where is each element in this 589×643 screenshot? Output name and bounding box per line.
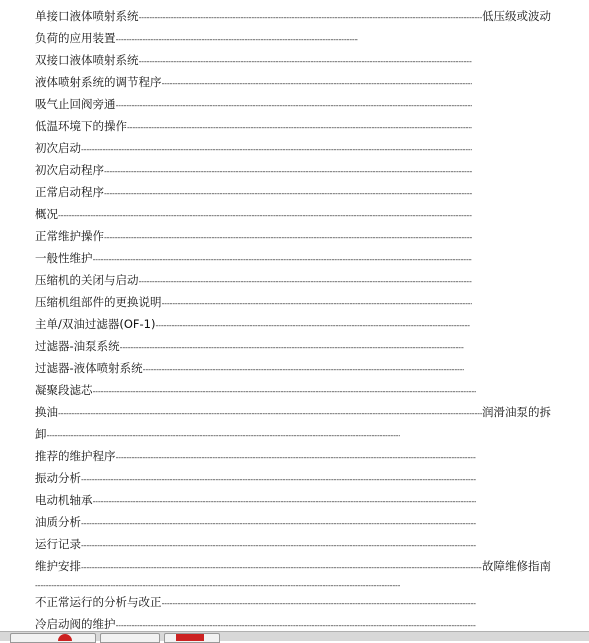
- dot-leader: [58, 206, 472, 224]
- toc-entry-title: 冷启动阀的维护: [35, 617, 116, 631]
- toc-entry-title: 正常维护操作: [35, 229, 104, 243]
- dot-leader: [104, 228, 472, 246]
- toc-entry: [35, 162, 472, 178]
- toc-entry-title: 概况: [35, 207, 58, 221]
- toc-entry-title: 吸气止回阀旁通: [35, 97, 116, 111]
- dot-leader: [143, 360, 464, 378]
- toc-entry-title: 运行记录: [35, 537, 81, 551]
- toc-entry-title: 双接口液体喷射系统: [35, 53, 139, 67]
- toc-entry: [35, 382, 476, 398]
- dot-leader: [162, 594, 477, 612]
- toc-entry-title: 电动机轴承: [35, 493, 93, 507]
- toc-entry-title: 负荷的应用装置: [35, 31, 116, 45]
- toc-entry: [35, 404, 551, 420]
- toc-entry: [35, 576, 400, 592]
- toc-entry-title: 压缩机的关闭与启动: [35, 273, 139, 287]
- toc-entry: [35, 338, 464, 354]
- toc-entry: [35, 30, 358, 46]
- dot-leader: [35, 576, 400, 594]
- taskbar-button[interactable]: [100, 633, 160, 643]
- toc-entry: [35, 514, 476, 530]
- toc-entry: [35, 492, 476, 508]
- toc-entry-title: 低温环境下的操作: [35, 119, 127, 133]
- dot-leader: [139, 272, 473, 290]
- dot-leader: [139, 52, 473, 70]
- toc-entry: [35, 118, 472, 134]
- dot-leader: [81, 536, 476, 554]
- toc-entry-title: 振动分析: [35, 471, 81, 485]
- toc-entry: [35, 74, 472, 90]
- dot-leader: [116, 448, 477, 466]
- toc-entry: [35, 470, 476, 486]
- dot-leader: [120, 338, 464, 356]
- toc-entry-title: 卸: [35, 427, 47, 441]
- toc-entry-title: 正常启动程序: [35, 185, 104, 199]
- dot-leader: [47, 426, 401, 444]
- toc-entry: [35, 594, 476, 610]
- dot-leader: [162, 294, 473, 312]
- toc-entry-tail: 故障维修指南: [482, 559, 551, 573]
- toc-entry: [35, 184, 472, 200]
- toc-entry: [35, 426, 400, 442]
- dot-leader: [93, 382, 477, 400]
- toc-entry-title: 推荐的维护程序: [35, 449, 116, 463]
- toc-entry: [35, 360, 464, 376]
- toc-entry-title: 液体喷射系统的调节程序: [35, 75, 162, 89]
- toc-entry: [35, 206, 472, 222]
- toc-entry-title: 单接口液体喷射系统: [35, 9, 139, 23]
- toc-entry: [35, 294, 472, 310]
- toc-entry-title: 不正常运行的分析与改正: [35, 595, 162, 609]
- dot-leader: [81, 514, 476, 532]
- dot-leader: [116, 30, 359, 48]
- toc-entry-title: 维护安排: [35, 559, 81, 573]
- toc-entry-title: 过滤器-油泵系统: [35, 339, 120, 353]
- toc-entry-title: 初次启动程序: [35, 163, 104, 177]
- toc-entry: [35, 228, 472, 244]
- dot-leader: [93, 250, 473, 268]
- toc-entry: [35, 316, 470, 332]
- dot-leader: [81, 558, 482, 576]
- toc-entry-title: 压缩机组部件的更换说明: [35, 295, 162, 309]
- toc-entry: [35, 558, 551, 574]
- dot-leader: [93, 492, 477, 510]
- dot-leader: [104, 162, 472, 180]
- toc-entry-title: 油质分析: [35, 515, 81, 529]
- dot-leader: [127, 118, 472, 136]
- dot-leader: [139, 8, 483, 26]
- toc-entry: [35, 250, 472, 266]
- toc-entry: [35, 8, 551, 24]
- toc-entry: [35, 96, 472, 112]
- toc-entry: [35, 272, 472, 288]
- toc-entry: [35, 448, 476, 464]
- dot-leader: [81, 470, 476, 488]
- toc-entry: [35, 140, 472, 156]
- dot-leader: [81, 140, 472, 158]
- toc-entry-title: 凝聚段滤芯: [35, 383, 93, 397]
- dot-leader: [155, 316, 470, 334]
- taskbar-button[interactable]: [10, 633, 96, 643]
- toc-entry-title: 初次启动: [35, 141, 81, 155]
- dot-leader: [104, 184, 472, 202]
- toc-entry: [35, 52, 472, 68]
- toc-entry-title: 主单/双油过滤器(OF-1): [35, 317, 156, 331]
- toc-entry-tail: 低压级或波动: [482, 9, 551, 23]
- dot-leader: [162, 74, 473, 92]
- toc-entry: [35, 616, 476, 632]
- toc-entry-title: 过滤器-液体喷射系统: [35, 361, 143, 375]
- dot-leader: [58, 404, 482, 422]
- dot-leader: [116, 96, 473, 114]
- toc-entry: [35, 536, 476, 552]
- toc-entry-tail: 润滑油泵的拆: [482, 405, 551, 419]
- toc-entry-title: 一般性维护: [35, 251, 93, 265]
- toc-entry-title: 换油: [35, 405, 58, 419]
